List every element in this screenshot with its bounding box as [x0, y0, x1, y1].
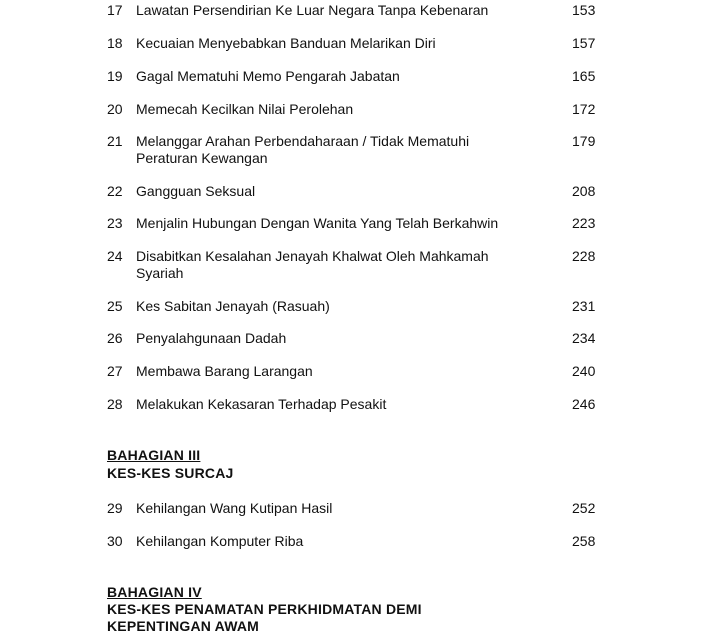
entry-number: 30	[107, 533, 123, 549]
entry-number: 26	[107, 330, 123, 346]
entry-page: 153	[572, 2, 596, 18]
entry-title: Memecah Kecilkan Nilai Perolehan	[136, 101, 354, 117]
entry-page: 258	[572, 533, 596, 549]
entry-number: 17	[107, 2, 123, 18]
entry-title: Gangguan Seksual	[136, 183, 256, 199]
section-iii-title: KES-KES SURCAJ	[107, 465, 234, 481]
entry-number: 27	[107, 363, 123, 379]
entry-number: 22	[107, 183, 123, 199]
entry-number: 20	[107, 101, 123, 117]
entry-title: Gagal Mematuhi Memo Pengarah Jabatan	[136, 68, 400, 84]
entry-number: 23	[107, 215, 123, 231]
entry-number: 29	[107, 500, 123, 516]
entry-number: 18	[107, 35, 123, 51]
entry-title: Kehilangan Komputer Riba	[136, 533, 304, 549]
entry-title: Penyalahgunaan Dadah	[136, 330, 287, 346]
entry-page: 172	[572, 101, 596, 117]
entry-title: Disabitkan Kesalahan Jenayah Khalwat Oleh Mahkamah	[136, 248, 489, 264]
entry-number: 24	[107, 248, 123, 264]
entry-page: 165	[572, 68, 596, 84]
entry-number: 19	[107, 68, 123, 84]
entry-title-line2: Peraturan Kewangan	[136, 150, 268, 166]
section-iv-heading: BAHAGIAN IV	[107, 584, 202, 600]
entry-title: Menjalin Hubungan Dengan Wanita Yang Telah Berkahwin	[136, 215, 499, 231]
entry-title: Melakukan Kekasaran Terhadap Pesakit	[136, 396, 387, 412]
entry-page: 208	[572, 183, 596, 199]
entry-page: 228	[572, 248, 596, 264]
section-iii-heading: BAHAGIAN III	[107, 447, 201, 463]
entry-page: 246	[572, 396, 596, 412]
section-iv-title: KES-KES PENAMATAN PERKHIDMATAN DEMI	[107, 601, 422, 617]
entry-title: Kes Sabitan Jenayah (Rasuah)	[136, 298, 330, 314]
entry-title: Melanggar Arahan Perbendaharaan / Tidak Mematuhi	[136, 133, 470, 149]
entry-number: 25	[107, 298, 123, 314]
entry-title: Membawa Barang Larangan	[136, 363, 313, 379]
entry-number: 21	[107, 133, 123, 149]
section-iv-title-line2: KEPENTINGAN AWAM	[107, 618, 260, 634]
entry-number: 28	[107, 396, 123, 412]
entry-page: 157	[572, 35, 596, 51]
entry-page: 179	[572, 133, 596, 149]
entry-page: 231	[572, 298, 596, 314]
entry-title: Kehilangan Wang Kutipan Hasil	[136, 500, 333, 516]
entry-page: 252	[572, 500, 596, 516]
entry-page: 234	[572, 330, 596, 346]
entry-page: 223	[572, 215, 596, 231]
entry-title-line2: Syariah	[136, 265, 184, 281]
entry-title: Kecuaian Menyebabkan Banduan Melarikan Diri	[136, 35, 436, 51]
entry-title: Lawatan Persendirian Ke Luar Negara Tanpa Kebenaran	[136, 2, 489, 18]
entry-page: 240	[572, 363, 596, 379]
